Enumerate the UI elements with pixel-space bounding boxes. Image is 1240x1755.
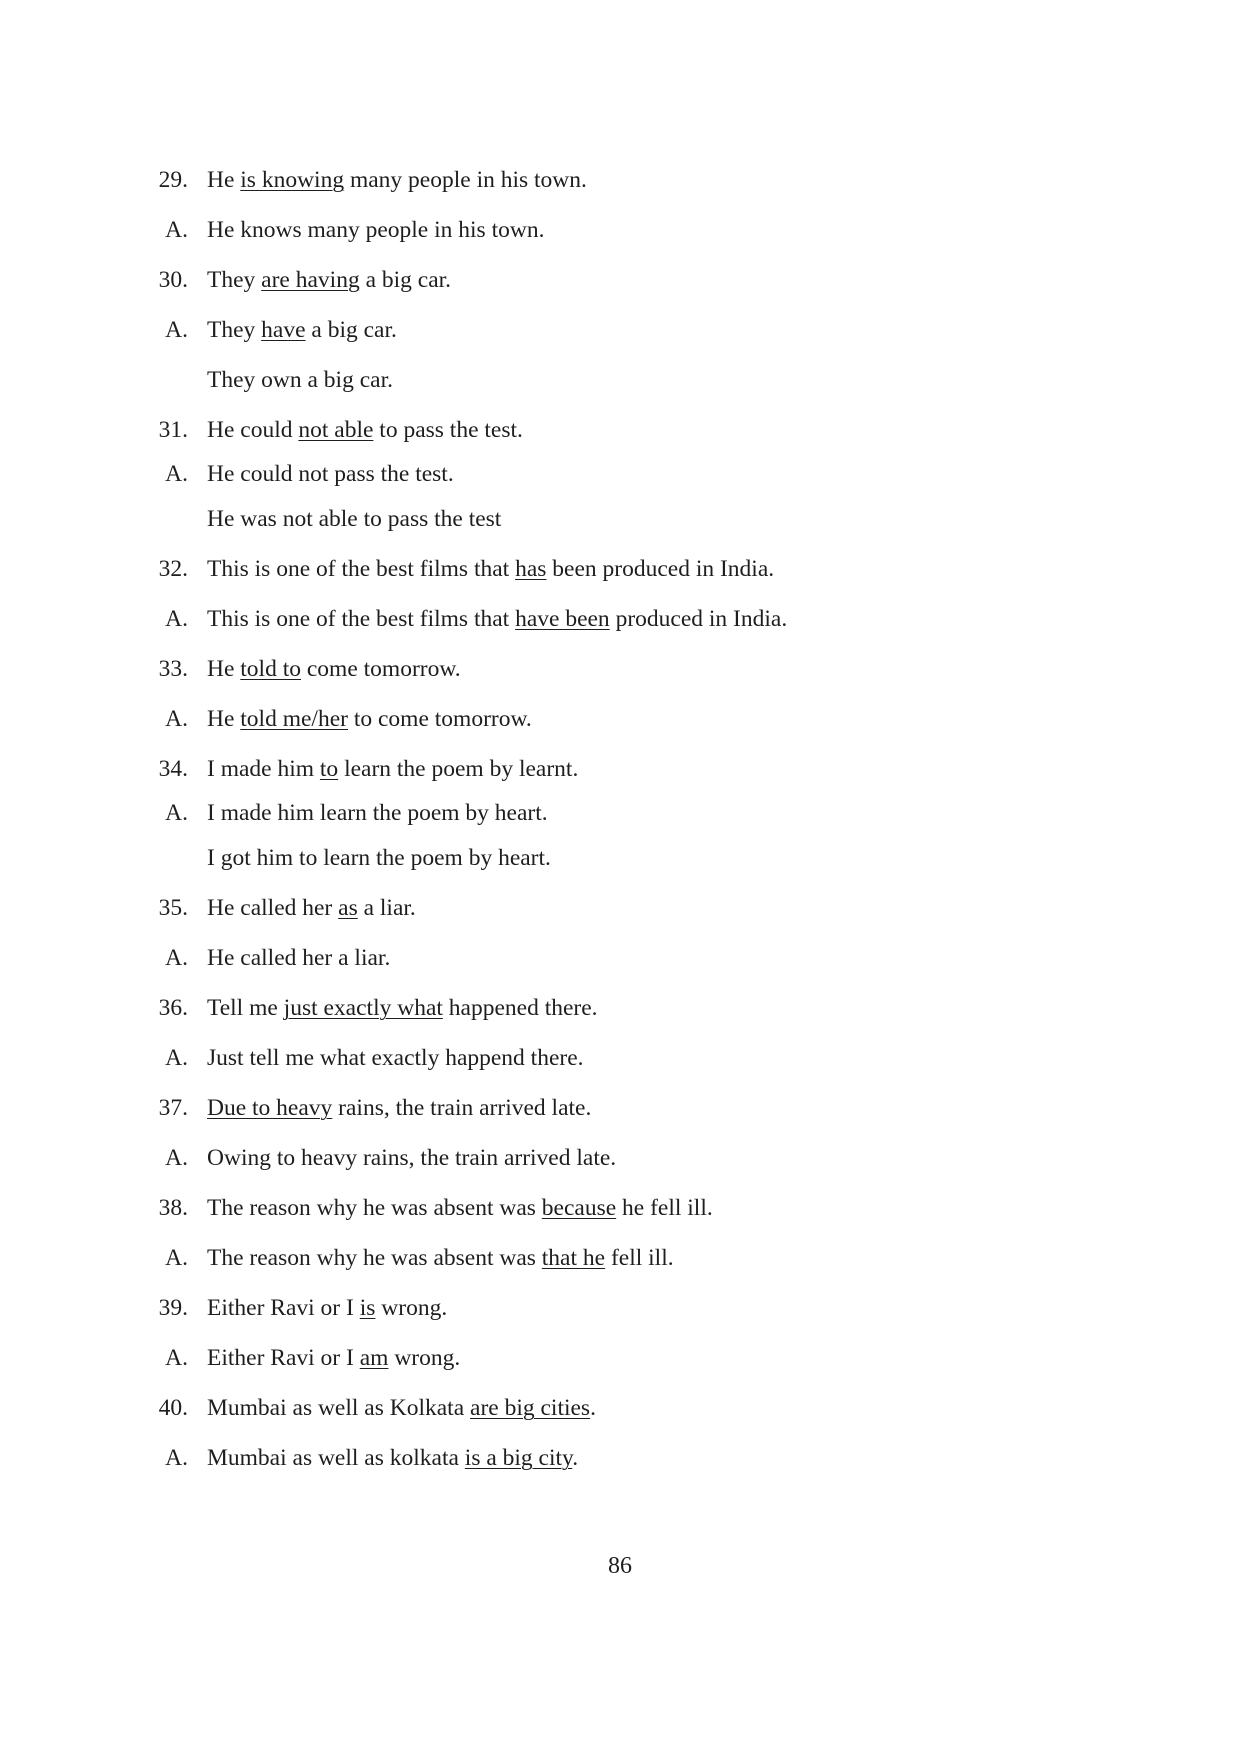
text-segment: I made him learn the poem by heart. [207, 800, 548, 826]
text-segment: I got him to learn the poem by heart. [207, 845, 551, 871]
item-label: 34. [158, 756, 188, 782]
sentence-text [207, 1388, 596, 1428]
text-segment: . [590, 1395, 596, 1421]
question-line [0, 1088, 1240, 1128]
sentence-text [207, 1438, 578, 1478]
underlined-phrase: because [541, 1195, 617, 1221]
sentence-text [207, 549, 774, 589]
sentence-text [207, 1188, 713, 1228]
text-segment: Just tell me what exactly happend there. [207, 1045, 584, 1071]
sentence-text [207, 749, 578, 789]
text-segment: This is one of the best films that [207, 606, 516, 632]
text-segment: learn the poem by learnt. [338, 756, 579, 782]
text-segment: I made him [207, 756, 320, 782]
text-segment: a liar. [357, 895, 416, 921]
text-segment: wrong. [375, 1295, 448, 1321]
sentence-text [207, 838, 551, 878]
sentence-text [207, 888, 416, 928]
answer-continuation-line [0, 499, 1240, 539]
underlined-phrase: is knowing [240, 167, 345, 193]
question-line [0, 649, 1240, 689]
item-label: 40. [158, 1395, 188, 1421]
text-segment: happened there. [442, 995, 598, 1021]
item-label: 36. [158, 995, 188, 1021]
item-label: A. [165, 800, 188, 826]
answer-line [0, 1338, 1240, 1378]
text-segment: He could not pass the test. [207, 461, 454, 487]
text-segment: The reason why he was absent was [207, 1195, 542, 1221]
answer-line [0, 1138, 1240, 1178]
text-segment: a big car. [359, 267, 452, 293]
text-segment: a big car. [305, 317, 397, 343]
sentence-text [207, 160, 587, 200]
underlined-phrase: Due to heavy [207, 1095, 333, 1121]
answer-line [0, 210, 1240, 250]
item-label: A. [165, 1345, 188, 1371]
underlined-phrase: not able [298, 417, 374, 443]
answer-line [0, 1238, 1240, 1278]
answer-line [0, 1438, 1240, 1478]
text-segment: produced in India. [609, 606, 788, 632]
text-segment: He [207, 656, 241, 682]
sentence-text [207, 793, 548, 833]
answer-line [0, 699, 1240, 739]
text-segment: he fell ill. [616, 1195, 713, 1221]
text-segment: They [207, 317, 262, 343]
text-segment: They [207, 267, 262, 293]
item-label: A. [165, 217, 188, 243]
underlined-phrase: have [261, 317, 306, 343]
item-label: 33. [158, 656, 188, 682]
item-label: 29. [158, 167, 188, 193]
underlined-phrase: as [338, 895, 358, 921]
sentence-text [207, 1138, 616, 1178]
sentence-text [207, 260, 451, 300]
item-label: 39. [158, 1295, 188, 1321]
question-line [0, 160, 1240, 200]
item-label: A. [165, 1045, 188, 1071]
underlined-phrase: has [515, 556, 547, 582]
text-segment: The reason why he was absent was [207, 1245, 542, 1271]
sentence-text [207, 1238, 674, 1278]
sentence-text [207, 454, 454, 494]
text-segment: Either Ravi or I [207, 1345, 360, 1371]
item-label: A. [165, 606, 188, 632]
item-label: A. [165, 317, 188, 343]
item-label: 35. [158, 895, 188, 921]
answer-line [0, 1038, 1240, 1078]
text-segment: fell ill. [605, 1245, 674, 1271]
underlined-phrase: just exactly what [283, 995, 443, 1021]
text-segment: many people in his town. [344, 167, 587, 193]
text-segment: This is one of the best films that [207, 556, 516, 582]
sentence-text [207, 1038, 584, 1078]
sentence-text [207, 410, 523, 450]
sentence-text [207, 1338, 460, 1378]
text-segment: He [207, 706, 241, 732]
question-line [0, 749, 1240, 789]
sentence-text [207, 360, 393, 400]
text-segment: He called her a liar. [207, 945, 391, 971]
item-label: A. [165, 1245, 188, 1271]
underlined-phrase: to [319, 756, 339, 782]
item-label: A. [165, 945, 188, 971]
text-segment: to pass the test. [373, 417, 523, 443]
answer-line [0, 310, 1240, 350]
underlined-phrase: are big cities [470, 1395, 591, 1421]
text-segment: Mumbai as well as kolkata [207, 1445, 465, 1471]
underlined-phrase: is a big city [464, 1445, 573, 1471]
text-segment: Mumbai as well as Kolkata [207, 1395, 471, 1421]
sentence-text [207, 938, 390, 978]
underlined-phrase: is [359, 1295, 376, 1321]
question-line [0, 260, 1240, 300]
item-label: A. [165, 706, 188, 732]
question-line [0, 1188, 1240, 1228]
page-number: 86 [608, 1553, 632, 1579]
item-label: A. [165, 461, 188, 487]
text-segment: Either Ravi or I [207, 1295, 360, 1321]
question-line [0, 1288, 1240, 1328]
text-segment: Tell me [207, 995, 284, 1021]
sentence-text [207, 210, 544, 250]
text-segment: He was not able to pass the test [207, 506, 502, 532]
text-segment: They own a big car. [207, 367, 393, 393]
item-label: 37. [158, 1095, 188, 1121]
text-segment: Owing to heavy rains, the train arrived late. [207, 1145, 617, 1171]
text-segment: He [207, 167, 241, 193]
text-segment: . [572, 1445, 579, 1471]
item-label: 32. [158, 556, 188, 582]
answer-line [0, 599, 1240, 639]
question-line [0, 549, 1240, 589]
text-segment: He knows many people in his town. [207, 217, 545, 243]
sentence-text [207, 649, 461, 689]
sentence-text [207, 1088, 591, 1128]
underlined-phrase: that he [541, 1245, 606, 1271]
underlined-phrase: told to [240, 656, 301, 682]
text-segment: to come tomorrow. [347, 706, 532, 732]
item-label: A. [165, 1145, 188, 1171]
item-label: 30. [158, 267, 188, 293]
answer-line [0, 454, 1240, 494]
sentence-text [207, 699, 532, 739]
underlined-phrase: am [359, 1345, 389, 1371]
question-line [0, 1388, 1240, 1428]
answer-continuation-line [0, 360, 1240, 400]
question-line [0, 988, 1240, 1028]
underlined-phrase: told me/her [240, 706, 348, 732]
text-segment: rains, the train arrived late. [332, 1095, 592, 1121]
question-line [0, 410, 1240, 450]
text-segment: He called her [207, 895, 339, 921]
underlined-phrase: have been [515, 606, 610, 632]
answer-line [0, 793, 1240, 833]
text-segment: He could [207, 417, 299, 443]
text-segment: wrong. [388, 1345, 461, 1371]
item-label: 31. [158, 417, 188, 443]
item-label: 38. [158, 1195, 188, 1221]
sentence-text [207, 988, 598, 1028]
text-segment: been produced in India. [546, 556, 775, 582]
sentence-text [207, 599, 787, 639]
underlined-phrase: are having [261, 267, 360, 293]
answer-line [0, 938, 1240, 978]
text-segment: come tomorrow. [301, 656, 461, 682]
sentence-text [207, 1288, 447, 1328]
item-label: A. [165, 1445, 188, 1471]
sentence-text [207, 499, 501, 539]
answer-continuation-line [0, 838, 1240, 878]
sentence-text [207, 310, 397, 350]
question-line [0, 888, 1240, 928]
